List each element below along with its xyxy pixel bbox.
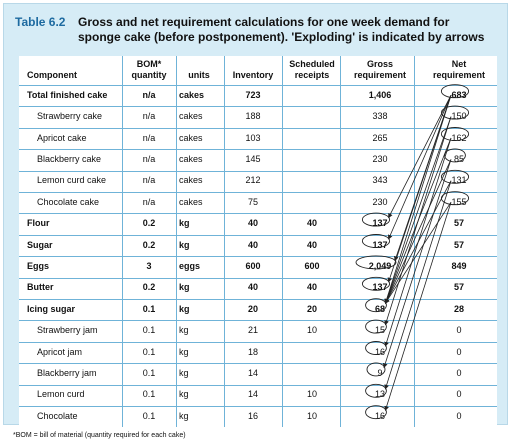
cell-component: Icing sugar (27, 303, 76, 314)
arrow-cake-to-icing (385, 159, 451, 303)
cell-component: Blackberry jam (37, 367, 97, 378)
cell-component: Lemon curd cake (37, 175, 107, 186)
cell-scheduled: 10 (306, 325, 317, 336)
highlight-circle (366, 299, 387, 312)
cell-gross: 265 (372, 132, 388, 143)
cell-gross: 1,406 (368, 89, 392, 100)
cell-net: 0 (456, 325, 462, 336)
cell-net: 131 (451, 175, 467, 186)
cell-component: Chocolate (37, 410, 78, 421)
cell-gross: 338 (372, 111, 388, 122)
highlight-circle (362, 235, 389, 248)
cell-units: kg (179, 367, 189, 378)
cell-component: Apricot jam (37, 346, 83, 357)
cell-net: 0 (456, 389, 462, 400)
cell-gross: 343 (372, 175, 388, 186)
cell-gross: 15 (374, 325, 385, 336)
cell-inventory: 75 (247, 196, 258, 207)
cell-component: Lemon curd (37, 389, 85, 400)
cell-component: Sugar (27, 239, 53, 250)
cell-inventory: 212 (245, 175, 261, 186)
cell-bom: 0.1 (142, 410, 156, 421)
cell-units: kg (179, 282, 190, 293)
table-title-line2: sponge cake (before postponement). 'Exploding' is indicated by arrows (78, 30, 485, 44)
cell-units: kg (179, 410, 189, 421)
cell-bom: n/a (142, 196, 156, 207)
cell-bom: 0.2 (142, 282, 156, 293)
cell-net: 0 (456, 367, 462, 378)
cell-component: Apricot cake (37, 132, 87, 143)
cell-bom: n/a (142, 153, 156, 164)
cell-bom: 3 (146, 260, 152, 271)
cell-scheduled: 600 (304, 260, 320, 271)
cell-bom: n/a (142, 89, 156, 100)
exploding-arrows (15, 52, 493, 423)
cell-component: Eggs (27, 260, 50, 271)
header-gross-line2: requirement (353, 70, 406, 80)
cell-gross: 16 (374, 346, 385, 357)
cell-inventory: 40 (247, 218, 258, 229)
cell-component: Total finished cake (27, 89, 108, 100)
cell-inventory: 723 (245, 89, 261, 100)
cell-inventory: 14 (247, 367, 258, 378)
arrow-cake-to-icing (385, 117, 451, 304)
header-component: Component (27, 70, 77, 80)
header-units: units (188, 70, 210, 80)
cell-bom: 0.2 (142, 239, 156, 250)
table-title (78, 15, 484, 45)
cell-scheduled: 40 (306, 218, 317, 229)
cell-gross: 230 (372, 196, 388, 207)
cell-inventory: 145 (245, 153, 261, 164)
cell-scheduled: 40 (306, 239, 317, 250)
cell-inventory: 14 (247, 389, 258, 400)
cell-scheduled: 20 (306, 303, 317, 314)
cell-bom: 0.1 (142, 303, 156, 314)
cell-gross: 9 (377, 367, 383, 378)
cell-inventory: 600 (245, 260, 261, 271)
cell-inventory: 40 (247, 239, 258, 250)
highlight-circle (366, 342, 387, 355)
table-title-line1: Gross and net requirement calculations for one week demand for (78, 15, 450, 29)
cell-units: cakes (179, 89, 205, 100)
cell-gross: 230 (372, 153, 388, 164)
cell-component: Strawberry jam (37, 325, 98, 336)
cell-units: kg (179, 239, 190, 250)
cell-inventory: 103 (245, 132, 261, 143)
cell-net: 57 (453, 218, 464, 229)
cell-inventory: 16 (247, 410, 258, 421)
highlight-circle (356, 256, 396, 269)
cell-net: 162 (451, 132, 467, 143)
cell-bom: n/a (142, 175, 156, 186)
cell-net: 0 (456, 410, 462, 421)
header-net-line2: requirement (432, 70, 485, 80)
cell-units: cakes (179, 153, 203, 164)
cell-net: 28 (453, 303, 464, 314)
cell-gross: 137 (372, 218, 388, 229)
highlight-circle (362, 277, 389, 290)
highlight-circle (362, 213, 389, 226)
cell-units: kg (179, 389, 189, 400)
cell-scheduled: 40 (306, 282, 317, 293)
cell-component: Butter (27, 282, 54, 293)
cell-scheduled: 10 (306, 389, 317, 400)
cell-gross: 137 (372, 239, 388, 250)
cell-inventory: 18 (247, 346, 258, 357)
cell-bom: 0.1 (142, 389, 156, 400)
cell-inventory: 40 (247, 282, 258, 293)
cell-units: cakes (179, 175, 203, 186)
cell-gross: 68 (374, 303, 385, 314)
cell-bom: 0.1 (142, 346, 156, 357)
arrow-cake-to-jam (384, 159, 451, 367)
cell-units: cakes (179, 196, 203, 207)
cell-net: 849 (451, 260, 467, 271)
cell-component: Blackberry cake (37, 153, 102, 164)
header-bom-line2: quantity (131, 70, 167, 80)
cell-gross: 137 (372, 282, 388, 293)
cell-units: kg (179, 346, 189, 357)
header-scheduled-line1: Scheduled (289, 59, 335, 69)
cell-gross: 2,049 (368, 260, 392, 271)
cell-net: 150 (451, 111, 467, 122)
highlight-circle (366, 406, 387, 419)
cell-units: kg (179, 303, 190, 314)
highlight-circle (366, 320, 387, 333)
arrow-cake-to-icing (385, 138, 451, 303)
footnote: *BOM = bill of material (quantity required for each cake) (13, 432, 186, 439)
cell-net: 155 (451, 196, 467, 207)
cell-bom: 0.2 (142, 218, 156, 229)
cell-bom: n/a (142, 132, 156, 143)
arrow-cake-to-jam (385, 202, 451, 410)
cell-inventory: 20 (247, 303, 258, 314)
cell-net: 683 (451, 89, 467, 100)
cell-inventory: 188 (245, 111, 261, 122)
cell-bom: 0.1 (142, 367, 156, 378)
cell-gross: 13 (374, 389, 385, 400)
cell-gross: 16 (374, 410, 385, 421)
cell-net: 0 (456, 346, 462, 357)
cell-units: cakes (179, 111, 203, 122)
cell-bom: n/a (142, 111, 156, 122)
highlight-circle (367, 363, 385, 376)
highlight-circle (441, 85, 468, 98)
table-number: Table 6.2 (15, 15, 66, 29)
cell-net: 57 (453, 282, 464, 293)
cell-bom: 0.1 (142, 325, 156, 336)
cell-scheduled: 10 (306, 410, 317, 421)
header-net-line1: Net (451, 59, 467, 69)
cell-component: Strawberry cake (37, 111, 103, 122)
cell-component: Flour (27, 218, 50, 229)
header-gross-line1: Gross (366, 59, 393, 69)
header-bom-line1: BOM* (136, 59, 162, 69)
cell-units: eggs (179, 260, 201, 271)
cell-net: 57 (453, 239, 464, 250)
cell-units: kg (179, 325, 189, 336)
header-scheduled-line2: receipts (294, 70, 330, 80)
highlight-circle (445, 149, 466, 162)
header-inventory: Inventory (232, 70, 274, 80)
arrow-cake-to-icing (385, 202, 451, 303)
cell-component: Chocolate cake (37, 196, 100, 207)
cell-units: kg (179, 218, 190, 229)
highlight-circle (366, 384, 387, 397)
cell-inventory: 21 (247, 325, 258, 336)
cell-net: 85 (453, 153, 464, 164)
cell-units: cakes (179, 132, 203, 143)
